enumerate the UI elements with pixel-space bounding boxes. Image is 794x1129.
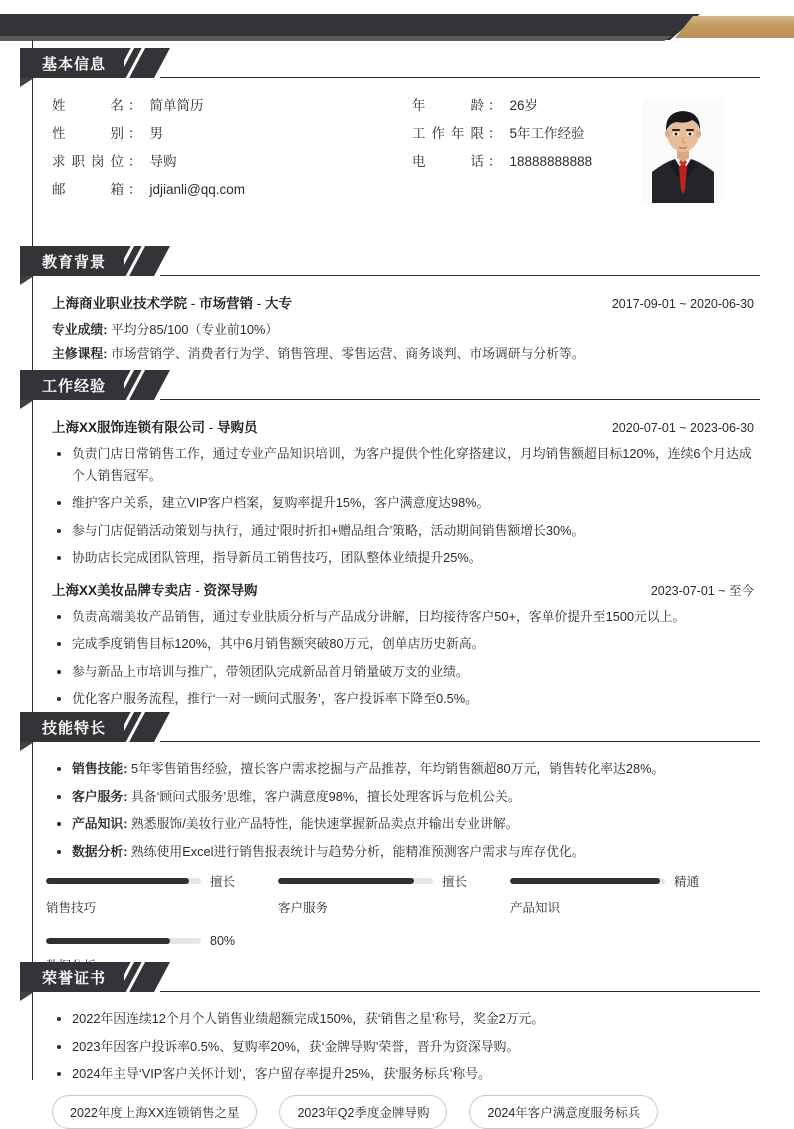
school-name: 上海商业职业技术学院 xyxy=(52,296,187,311)
banner-gold-bar xyxy=(675,16,794,38)
work-body xyxy=(0,404,794,710)
portrait-photo-icon xyxy=(642,98,724,203)
section-honors xyxy=(0,962,794,1129)
info-label: 电话 xyxy=(412,154,484,169)
section-header-block xyxy=(20,48,124,78)
skill-bar-level: 擅长 xyxy=(442,875,468,889)
section-header-work xyxy=(0,370,794,404)
section-title: 基本信息 xyxy=(42,55,107,73)
info-label: 工作年限 xyxy=(412,126,484,141)
skill-bar-fill xyxy=(46,878,189,884)
entry-title xyxy=(52,292,292,312)
work-bullet-list xyxy=(52,606,754,710)
role-name: 资深导购 xyxy=(203,582,258,598)
info-label: 邮箱 xyxy=(52,182,124,197)
section-stripes-icon xyxy=(124,962,170,992)
entry-header xyxy=(52,416,754,436)
list-item: 参与新品上市培训与推广，带领团队完成新品首月销量破万支的业绩。 xyxy=(52,661,754,683)
info-row-email xyxy=(52,178,245,198)
entry-header xyxy=(52,579,754,599)
info-row-phone xyxy=(412,150,592,170)
list-item: 维护客户关系，建立VIP客户档案，复购率提升15%，客户满意度达98%。 xyxy=(52,492,754,514)
section-header-basic-info xyxy=(0,48,794,82)
list-item xyxy=(52,786,754,808)
info-colon: ： xyxy=(128,182,142,197)
skill-bar-item xyxy=(510,872,742,916)
skill-text: 具备‘顾问式服务’思维，客户满意度98%，擅长处理客诉与危机公关。 xyxy=(127,788,521,804)
basic-info-body xyxy=(0,82,794,204)
section-stripes-icon xyxy=(124,246,170,276)
skill-bar-name: 销售技巧 xyxy=(46,901,97,915)
skill-bar-track xyxy=(510,878,665,884)
separator: - xyxy=(205,420,218,435)
section-title: 工作经验 xyxy=(42,377,107,395)
section-header-skills xyxy=(0,712,794,746)
info-colon: ： xyxy=(488,98,502,113)
info-row-gender xyxy=(52,122,163,142)
skill-bar-level: 擅长 xyxy=(210,875,236,889)
skill-bar-fill xyxy=(46,938,170,944)
entry-title xyxy=(52,579,258,599)
honor-tag[interactable]: 2023年Q2季度金牌导购 xyxy=(279,1095,447,1129)
honor-tag[interactable]: 2022年度上海XX连锁销售之星 xyxy=(52,1095,257,1129)
info-colon: ： xyxy=(488,154,502,169)
honor-tag[interactable]: 2024年客户满意度服务标兵 xyxy=(469,1095,658,1129)
section-basic-info xyxy=(0,48,794,204)
basic-info-grid xyxy=(52,94,754,204)
education-detail-courses xyxy=(52,343,754,365)
skill-bar-item xyxy=(278,872,510,916)
skill-label: 客户服务: xyxy=(72,788,128,804)
skill-bar-name: 客户服务 xyxy=(278,901,329,915)
skill-bar-track xyxy=(46,938,201,944)
skill-label: 销售技能: xyxy=(72,761,128,776)
info-colon: ： xyxy=(128,98,142,113)
detail-label: 专业成绩: xyxy=(52,322,108,337)
avatar xyxy=(642,98,724,203)
entry-title xyxy=(52,416,258,436)
work-entry xyxy=(52,416,754,569)
company-name: 上海XX美妆品牌专卖店 xyxy=(52,582,192,598)
info-colon: ： xyxy=(128,154,142,169)
separator: - xyxy=(187,296,199,311)
list-item xyxy=(52,813,754,835)
major-name: 市场营销 xyxy=(199,296,253,311)
skill-bar-fill xyxy=(278,878,414,884)
honor-tag-list xyxy=(0,1095,794,1129)
section-stripes-icon xyxy=(124,712,170,742)
section-underline xyxy=(160,275,760,276)
skill-bar-row xyxy=(278,872,510,890)
section-underline xyxy=(160,991,760,992)
info-colon: ： xyxy=(488,126,502,141)
info-row-position xyxy=(52,150,177,170)
section-underline xyxy=(160,399,760,400)
skill-bar-row xyxy=(46,872,278,890)
skill-label: 数据分析: xyxy=(72,843,128,859)
separator: - xyxy=(253,296,265,311)
skill-bar-item xyxy=(46,872,278,916)
info-value: jdjianli@qq.com xyxy=(149,182,245,197)
section-header-block xyxy=(20,246,124,276)
section-header-education xyxy=(0,246,794,280)
section-underline xyxy=(160,77,760,78)
info-value: 26岁 xyxy=(509,98,539,113)
company-name: 上海XX服饰连锁有限公司 xyxy=(52,420,206,435)
list-item: 2024年主导‘VIP客户关怀计划’，客户留存率提升25%，获‘服务标兵’称号。 xyxy=(52,1063,754,1085)
skill-bar-row xyxy=(510,872,742,890)
skill-bar-row xyxy=(46,934,278,948)
info-label: 姓名 xyxy=(52,98,124,113)
list-item: 参与门店促销活动策划与执行，通过‘限时折扣+赠品组合’策略，活动期间销售额增长30%。 xyxy=(52,520,754,542)
list-item: 协助店长完成团队管理，指导新员工销售技巧，团队整体业绩提升25%。 xyxy=(52,547,754,569)
banner-dark-shadow xyxy=(0,36,672,41)
section-header-block xyxy=(20,712,124,742)
list-item: 负责门店日常销售工作，通过专业产品知识培训，为客户提供个性化穿搭建议，月均销售额超目标120%，连续6个月达成个人销售冠军。 xyxy=(52,443,754,486)
entry-date: 2020-07-01 ~ 2023-06-30 xyxy=(611,421,754,435)
work-entry xyxy=(52,579,754,710)
detail-text: 市场营销学、消费者行为学、销售管理、零售运营、商务谈判、市场调研与分析等。 xyxy=(107,346,585,361)
list-item: 2023年因客户投诉率0.5%、复购率20%，获‘金牌导购’荣誉，晋升为资深导购。 xyxy=(52,1036,754,1058)
info-row-name xyxy=(52,94,204,114)
skill-bar-name: 产品知识 xyxy=(510,901,561,915)
section-header-block xyxy=(20,370,124,400)
info-label: 求职岗位 xyxy=(52,154,124,169)
skill-text: 熟悉服饰/美妆行业产品特性，能快速掌握新品卖点并输出专业讲解。 xyxy=(127,816,519,831)
info-row-experience xyxy=(412,122,585,142)
info-colon: ： xyxy=(128,126,142,141)
list-item: 优化客户服务流程，推行‘一对一顾问式服务’，客户投诉率下降至0.5%。 xyxy=(52,688,754,710)
honors-body xyxy=(0,996,794,1085)
info-label: 年龄 xyxy=(412,98,484,113)
section-header-honors xyxy=(0,962,794,996)
top-banner xyxy=(0,14,794,40)
skills-bullet-list xyxy=(52,758,754,862)
skill-bar-level: 精通 xyxy=(674,875,700,889)
section-title: 技能特长 xyxy=(42,719,107,737)
info-value: 导购 xyxy=(149,154,177,169)
separator: - xyxy=(191,582,204,598)
work-bullet-list xyxy=(52,443,754,569)
entry-header xyxy=(52,292,754,312)
honors-bullet-list xyxy=(52,1008,754,1085)
skill-bar-fill xyxy=(510,878,660,884)
info-row-age xyxy=(412,94,538,114)
entry-date: 2023-07-01 ~ 至今 xyxy=(650,583,754,598)
detail-label: 主修课程: xyxy=(52,346,108,361)
entry-date: 2017-09-01 ~ 2020-06-30 xyxy=(611,297,754,311)
section-education xyxy=(0,246,794,367)
education-detail-grade xyxy=(52,319,754,341)
list-item xyxy=(52,841,754,863)
degree-name: 大专 xyxy=(265,296,292,311)
detail-text: 平均分85/100（专业前10%） xyxy=(107,322,279,337)
info-value: 简单简历 xyxy=(149,98,204,113)
education-body xyxy=(0,280,794,365)
section-header-block xyxy=(20,962,124,992)
info-value: 18888888888 xyxy=(509,154,593,169)
list-item: 完成季度销售目标120%，其中6月销售额突破80万元，创单店历史新高。 xyxy=(52,633,754,655)
info-value: 5年工作经验 xyxy=(509,126,585,141)
section-stripes-icon xyxy=(124,370,170,400)
skill-label: 产品知识: xyxy=(72,816,128,831)
skill-text: 5年零售销售经验，擅长客户需求挖掘与产品推荐，年均销售额超80万元，销售转化率达28%。 xyxy=(127,761,665,776)
role-name: 导购员 xyxy=(217,420,258,435)
skill-bar-level: 80% xyxy=(210,934,236,948)
skill-bar-track xyxy=(46,878,201,884)
info-value: 男 xyxy=(149,126,163,141)
skill-bar-track xyxy=(278,878,433,884)
section-underline xyxy=(160,741,760,742)
list-item: 负责高端美妆产品销售，通过专业肤质分析与产品成分讲解，日均接待客户50+，客单价提升至1500元以上。 xyxy=(52,606,754,628)
section-stripes-icon xyxy=(124,48,170,78)
list-item xyxy=(52,758,754,780)
info-label: 性别 xyxy=(52,126,124,141)
skills-body xyxy=(0,746,794,862)
section-title: 荣誉证书 xyxy=(42,969,107,987)
section-skills xyxy=(0,712,794,992)
skill-text: 熟练使用Excel进行销售报表统计与趋势分析，能精准预测客户需求与库存优化。 xyxy=(127,843,585,859)
section-title: 教育背景 xyxy=(42,253,107,271)
education-entry xyxy=(52,292,754,365)
list-item: 2022年因连续12个月个人销售业绩超额完成150%，获‘销售之星’称号，奖金2万元。 xyxy=(52,1008,754,1030)
section-work-experience xyxy=(0,370,794,720)
